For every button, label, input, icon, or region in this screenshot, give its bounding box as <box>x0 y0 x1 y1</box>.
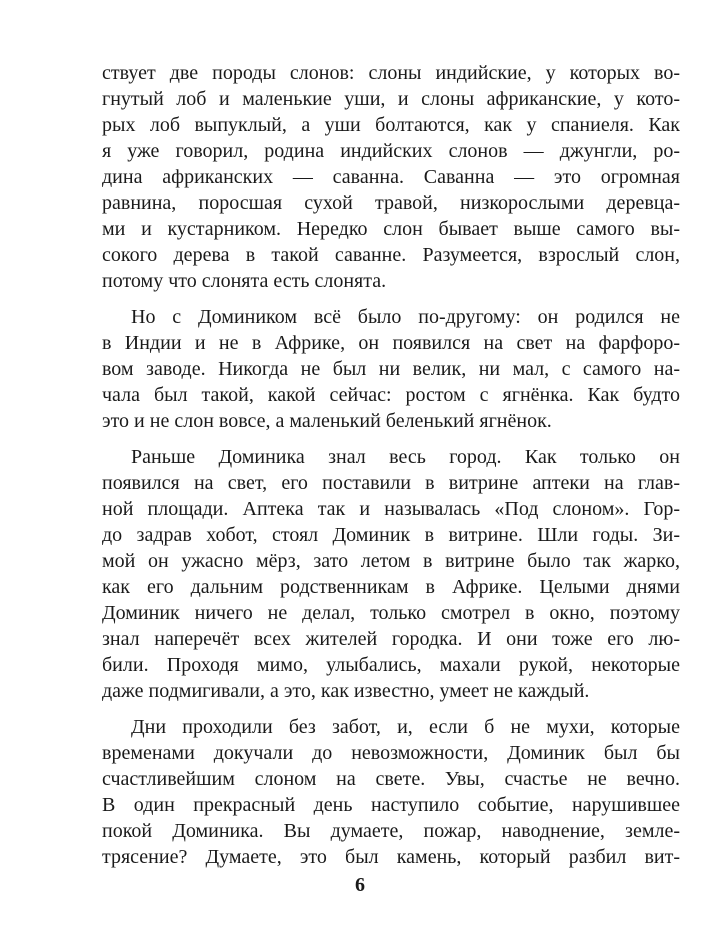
text-line: дина африканских — саванна. Саванна — это огромная <box>102 166 680 188</box>
text-line: гнутый лоб и маленькие уши, и слоны африканские, у кото- <box>102 88 680 110</box>
text-line: временами докучали до невозможности, Доминик был бы <box>102 742 680 764</box>
text-line: я уже говорил, родина индийских слонов — джунгли, ро- <box>102 140 680 162</box>
text-line: В один прекрасный день наступило событие, нарушившее <box>102 794 680 816</box>
text-line: Раньше Доминика знал весь город. Как только он <box>131 446 680 468</box>
text-line: это и не слон вовсе, а маленький беленький ягнёнок. <box>102 410 552 432</box>
text-line: до задрав хобот, стоял Доминик в витрине. Шли годы. Зи- <box>102 524 680 546</box>
text-line: Но с Домиником всё было по-другому: он родился не <box>131 306 680 328</box>
text-line: потому что слонята есть слонята. <box>102 270 387 292</box>
text-line: в Индии и не в Африке, он появился на свет на фарфоро- <box>102 332 680 354</box>
text-line: вом заводе. Никогда не был ни велик, ни мал, с самого на- <box>102 358 680 380</box>
text-line: били. Проходя мимо, улыбались, махали рукой, некоторые <box>102 654 680 676</box>
text-line: сокого дерева в такой саванне. Разумеется, взрослый слон, <box>102 244 680 266</box>
text-line: счастливейшим слоном на свете. Увы, счастье не вечно. <box>102 768 680 790</box>
paragraph <box>102 60 680 294</box>
text-line: равнина, поросшая сухой травой, низкорослыми деревца- <box>102 192 680 214</box>
text-line: мой он ужасно мёрз, зато летом в витрине было так жарко, <box>102 550 680 572</box>
text-line: Доминик ничего не делал, только смотрел в окно, поэтому <box>102 602 680 624</box>
body-text <box>102 60 680 870</box>
paragraph <box>102 304 680 434</box>
paragraph <box>102 444 680 704</box>
text-line: трясение? Думаете, это был камень, который разбил вит- <box>102 846 680 868</box>
text-line: Дни проходили без забот, и, если б не мухи, которые <box>131 716 680 738</box>
text-line: даже подмигивали, а это, как известно, умеет не каждый. <box>102 680 590 702</box>
page-number: 6 <box>355 874 365 896</box>
text-line: ми и кустарником. Нередко слон бывает выше самого вы- <box>102 218 680 240</box>
text-line: ной площади. Аптека так и называлась «Под слоном». Гор- <box>102 498 680 520</box>
text-line: знал наперечёт всех жителей городка. И они тоже его лю- <box>102 628 680 650</box>
text-line: появился на свет, его поставили в витрине аптеки на глав- <box>102 472 680 494</box>
paragraph <box>102 714 680 870</box>
text-line: рых лоб выпуклый, а уши болтаются, как у спаниеля. Как <box>102 114 680 136</box>
text-line: покой Доминика. Вы думаете, пожар, наводнение, земле- <box>102 820 680 842</box>
text-line: чала был такой, какой сейчас: ростом с ягнёнка. Как будто <box>102 384 680 406</box>
text-line: как его дальним родственникам в Африке. Целыми днями <box>102 576 680 598</box>
text-line: ствует две породы слонов: слоны индийские, у которых во- <box>102 62 680 84</box>
